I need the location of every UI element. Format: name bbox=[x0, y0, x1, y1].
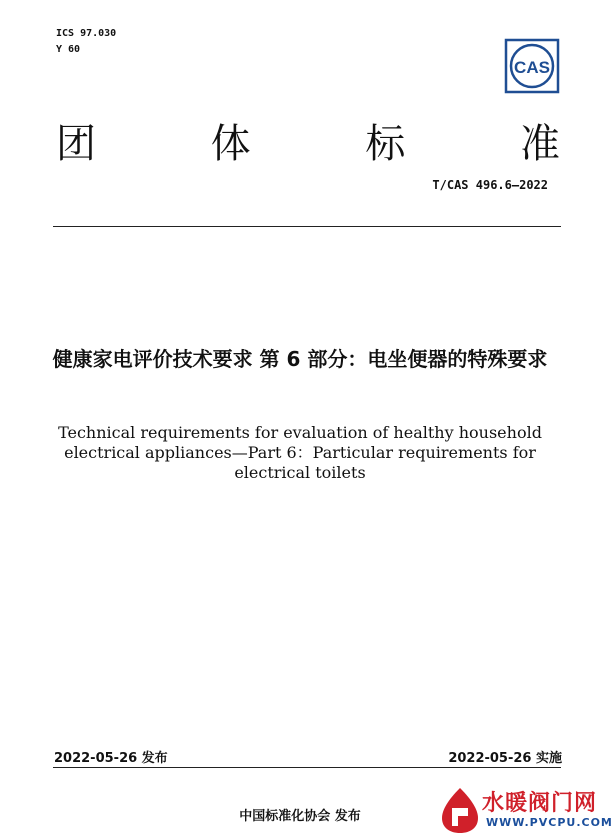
footer-divider bbox=[53, 767, 561, 768]
cas-logo bbox=[504, 38, 560, 94]
standard-type bbox=[56, 112, 560, 169]
cas-logo-text: CAS bbox=[514, 58, 550, 77]
watermark-url: WWW.PVCPU.COM bbox=[486, 816, 613, 829]
classification-code: Y 60 bbox=[56, 44, 81, 55]
title-english: Technical requirements for evaluation of healthy household electrical appliances—Part 6：Particular requirements for electrical toilets bbox=[58, 423, 542, 482]
watermark-logo-icon bbox=[438, 786, 482, 834]
ics-code: ICS 97.030 bbox=[56, 28, 117, 39]
standard-type-char: 准 bbox=[519, 121, 560, 167]
standard-type-char: 标 bbox=[365, 121, 406, 167]
standard-type-char: 体 bbox=[210, 121, 251, 167]
header-divider bbox=[53, 226, 561, 227]
watermark bbox=[434, 784, 613, 837]
standard-code: T/CAS 496.6—2022 bbox=[432, 178, 548, 192]
publish-date: 2022-05-26 发布 bbox=[54, 751, 168, 766]
watermark-site-name: 水暖阀门网 bbox=[482, 791, 598, 816]
title-chinese: 健康家电评价技术要求 第 6 部分：电坐便器的特殊要求 bbox=[52, 347, 548, 371]
implement-date: 2022-05-26 实施 bbox=[448, 751, 562, 766]
issuer: 中国标准化协会 发布 bbox=[239, 809, 361, 824]
standard-type-char: 团 bbox=[56, 121, 96, 167]
